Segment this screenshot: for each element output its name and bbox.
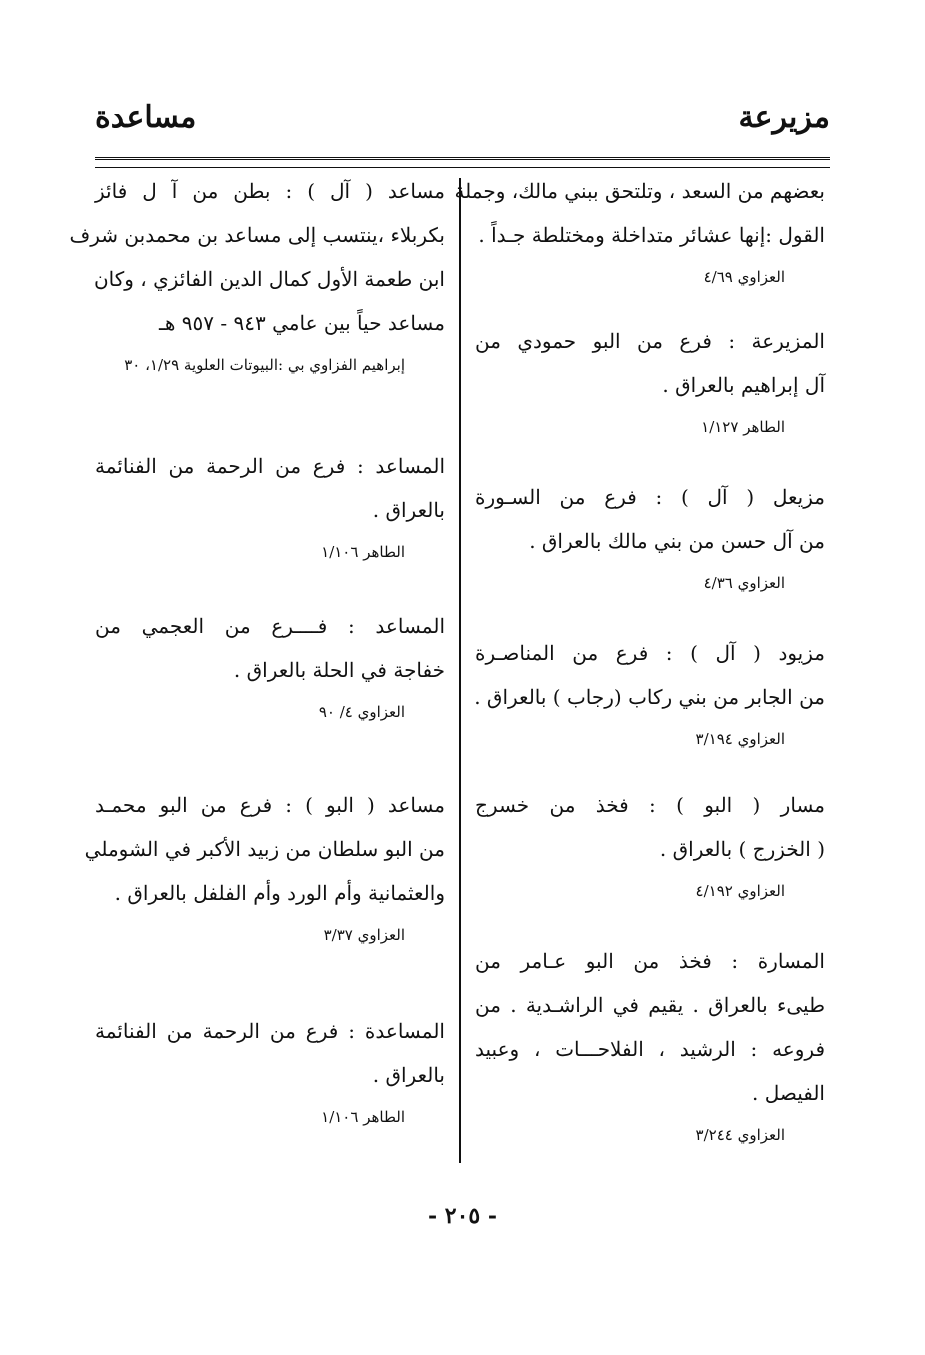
entry-line: بالعراق . [372,498,445,522]
entry-line: القول :إنها عشائر متداخلة ومختلطة جـداً . [478,223,825,247]
entry-line: فروعه : الرشيد ، الفلاحـــات ، وعبيد [475,1037,825,1061]
entry [454,178,825,288]
entry [95,1018,445,1128]
entry-source: الطاهر ١/١٢٧ [701,418,785,436]
entry-line: من آل حسن من بني مالك بالعراق . [529,529,825,553]
entry-headline: المساعد : فــــرع من العجمي من [95,614,445,638]
entry [475,948,825,1146]
entry-headline: مزيعل ( آل ) : فرع من السـورة [475,485,825,509]
entry [475,640,825,750]
header-rule-thin [95,167,830,168]
entry-line: طيىء بالعراق . يقيم في الراشـدية . من [475,993,825,1017]
entry-headline: المزيرعة : فرع من البو حمودي من [475,329,825,353]
entry-source: العزاوي ٣/١٩٤ [695,730,785,748]
header-right-word: مزيرعة [738,100,830,135]
entry-line: خفاجة في الحلة بالعراق . [233,658,445,682]
entry [475,328,825,438]
entry-headline: مزيود ( آل ) : فرع من المناصـرة [475,641,825,665]
entry [95,613,445,723]
entry-source: العزاوي ٤/٣٦ [703,574,785,592]
header-left-word: مساعدة [95,100,197,135]
entry-source: العزاوي ٤/١٩٢ [695,882,785,900]
entry [475,484,825,594]
column-divider [459,178,461,1163]
entry-headline: المساعد : فرع من الرحمة من الفنائمة [95,454,445,478]
entry-source: الطاهر ١/١٠٦ [321,1108,405,1126]
entry-line: الفيصل . [751,1081,825,1105]
entry [475,792,825,902]
entry-source: العزاوي ٤/٦٩ [703,268,785,286]
entry-headline: المسارة : فخذ من البو عـامر من [475,949,825,973]
entry [95,453,445,563]
entry-headline: مساعد ( آل ) : بطن من آ ل فائز [95,179,445,203]
entry-source: الطاهر ١/١٠٦ [321,543,405,561]
entry-source: العزاوي ٤/ ٩٠ [318,703,405,721]
entry-line: بالعراق . [372,1063,445,1087]
entry-line: والعثمانية وأم الورد وأم الفلفل بالعراق . [114,881,445,905]
entry-headline: مساعد ( البو ) : فرع من البو محمـد [95,793,445,817]
entry-line: من البو سلطان من زبيد الأكبر في الشوملي [84,837,445,861]
entry-source: إبراهيم الفزاوي بي :البيوتات العلوية ١/٢٩، ٣٠ [124,356,405,374]
entry-line: ابن طعمة الأول كمال الدين الفائزي ، وكان [93,267,445,291]
entry-line: ( الخزرج ) بالعراق . [659,837,825,861]
entry-headline: مسار ( البو ) : فخذ من خسرج [475,793,825,817]
entry-headline: بعضهم من السعد ، وتلتحق ببني مالك، وجملة [454,179,825,203]
entry [69,178,445,376]
page-number: - ٢٠٥ - [427,1203,498,1229]
entry-source: العزاوي ٣/٣٧ [323,926,405,944]
header-rule [95,157,830,160]
entry-source: العزاوي ٣/٢٤٤ [695,1126,785,1144]
entry-line: مساعد حياً بين عامي ٩٤٣ - ٩٥٧ هـ [159,311,445,335]
entry-line: آل إبراهيم بالعراق . [662,373,825,397]
page-header [95,100,830,148]
entry-line: من الجابر من بني ركاب (رجاب ) بالعراق . [474,685,825,709]
entry-headline: المساعدة : فرع من الرحمة من الفنائمة [95,1019,445,1043]
entry-line: بكربلاء ،ينتسب إلى مساعد بن محمدبن شرف [69,223,445,247]
entry [84,792,445,946]
